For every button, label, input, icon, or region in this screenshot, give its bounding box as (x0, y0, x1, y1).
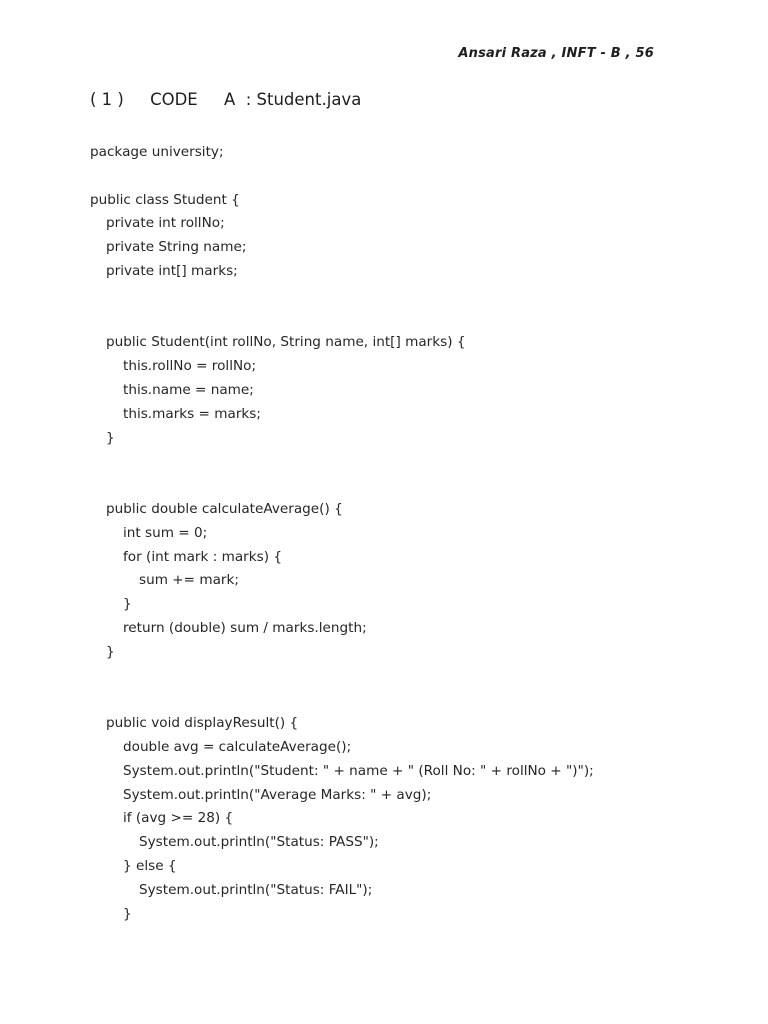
code-line: private int[] marks; (106, 262, 238, 279)
code-line: public Student(int rollNo, String name, int[] marks) { (106, 334, 466, 351)
code-line: } else { (123, 857, 177, 874)
code-block (90, 141, 730, 926)
code-line: this.marks = marks; (123, 405, 261, 422)
code-line: private String name; (106, 239, 247, 256)
code-line: sum += mark; (139, 572, 239, 589)
code-line: double avg = calculateAverage(); (123, 738, 352, 755)
code-line: System.out.println("Student: " + name + " (Roll No: " + rollNo + ")"); (123, 762, 594, 779)
code-line: private int rollNo; (106, 215, 225, 232)
code-line: } (106, 429, 115, 446)
code-line: return (double) sum / marks.length; (123, 619, 367, 636)
code-line: } (123, 905, 132, 922)
code-line: this.name = name; (123, 381, 254, 398)
code-line: package university; (90, 144, 224, 160)
code-line: public class Student { (90, 191, 240, 208)
section-heading: ( 1 ) CODE A : Student.java (90, 90, 362, 109)
code-line: System.out.println("Average Marks: " + avg); (123, 786, 432, 803)
code-line: public void displayResult() { (106, 715, 299, 732)
code-line: int sum = 0; (123, 524, 208, 541)
code-line: for (int mark : marks) { (123, 548, 283, 565)
code-line: if (avg >= 28) { (123, 810, 234, 827)
code-line: } (123, 596, 132, 613)
code-line: this.rollNo = rollNo; (123, 358, 257, 375)
code-line: public double calculateAverage() { (106, 500, 343, 517)
author-label: Ansari Raza , INFT - B , 56 (458, 46, 654, 61)
code-line: System.out.println("Status: FAIL"); (139, 881, 373, 898)
code-line: } (106, 643, 115, 660)
code-line: System.out.println("Status: PASS"); (139, 834, 379, 851)
